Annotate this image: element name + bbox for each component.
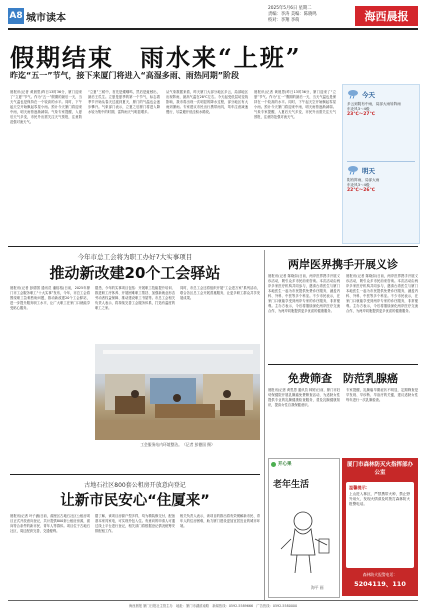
cartoon-tag [271,461,292,467]
strait-body-col1: 晨报讯(记者 陈晓如)日前，两岸医界携手开展义诊活动，吸引众多市民前来咨询。本次活动由两岸多家医疗机构共同参与，邀请台湾医生与厦门本地医生一起为市民提供免费诊疗服务，涵盖内科、外科、中医等多个科室。不少市民表示，在家门口就能享受到两岸专家的诊疗服务，非常便利。主办方表示，今后将继续深化两岸医疗交流合作，为两岸同胞提供更多优质的健康服务。 [268,274,340,313]
community-body-col2: 据了解，该项目房源户型多样，均为精装修交付，配备基本家具家电，可实现拎包入住。有意向的申请人可通过线上平台进行登记，相关部门将根据登记情况统筹安排配租工作。 [95,514,175,533]
brand-logo: 海西晨报 [355,6,418,26]
fire-prevention-ad [342,458,418,596]
union-body-col1: 晨报讯(记者 彭德国 通讯员 潘榕榕)日前，2025年厦门市工会服务职工“十大实事”发布，今年，市总工会将围绕职工急难愁盼问题，推动新改建20个工会驿站，进一步提升服务职工水平，让广大职工在家门口就能享受贴心服务。 [10,286,90,310]
screening-body-col2: 专家提醒，乳腺癌早期症状不明显，定期筛查是早发现、早诊断、早治疗的关键，建议适龄女性每年进行一次乳腺检查。 [346,388,418,402]
cartoon-illustration [275,499,333,579]
lead-body-col1: 晨报讯(记者 黄晨思)昨日13时36分，厦门迎来了“立夏”节气。作为“五一”假期的最后一天，当天气温也是保持在一个较高的水平。同时，下午起天空开始飘起零星小雨。预计今天厦门将迎来中雨，明天雨势逐渐减弱。气象专家提醒，入夏后天气多变，市民外出需关注天气预报，注意防范强对流天气。 [10,90,82,124]
office-interior-photo [95,344,260,440]
weather-tomorrow-wind: 东北风3～4级 [347,183,370,187]
screening-headline: 免费筛查 防范乳腺癌 [288,372,398,385]
union-body-col2: 据悉，今年的实事项目包括：开展职工技能提升培训、推进职工疗休养、开展困难职工帮扶、加强新就业形态劳动者权益保障、推动建设职工书屋等。市总工会相关负责人表示，将持续完善工会服务体系，打造有温度的职工之家。 [95,286,175,310]
ad-title: 厦门市森林防灭火指挥部办公室 [346,462,413,476]
lead-body-col3: 从气象数据来看，昨天厦门大部分地区多云，局部地区出现阵雨，最高气温在28℃左右。今天起受低层切变线影响，我市将出现一次明显的降水过程，部分地区有大雨到暴雨。专家建议市民出行携带雨具，驾车注意减速慢行，尽量避开低洼积水路段。 [166,90,248,114]
section-rule-1 [8,246,418,247]
strait-body-col2: 晨报讯(记者 陈晓如)日前，两岸医界携手开展义诊活动，吸引众多市民前来咨询。本次活动由两岸多家医疗机构共同参与，邀请台湾医生与厦门本地医生一起为市民提供免费诊疗服务，涵盖内科、外科、中医等多个科室。不少市民表示，在家门口就能享受到两岸专家的诊疗服务，非常便利。主办方表示，今后将继续深化两岸医疗交流合作，为两岸同胞提供更多优质的健康服务。 [346,274,418,313]
cloud-rain-icon [347,165,359,175]
editor-credit: 责编：李涛 美编：陈晓鸣 [268,12,317,17]
weather-today-desc: 多云到阴有中雨，局部大雨转阵雨 [347,102,401,106]
ad-phone-label: 森林防火报警电话： [362,572,398,577]
cartoon-tag-label: 开心果 [278,462,292,467]
weather-today-temp: 23℃～27℃ [347,112,375,117]
lead-headline: 假期结束 雨水来“上班” [10,43,302,72]
section-rule-2 [10,474,260,475]
ad-phone-number: 5204119、110 [354,580,406,588]
cloud-rain-icon [347,89,359,99]
section-name: 城市读本 [26,13,66,24]
weather-tomorrow-temp: 22℃～26℃ [347,188,375,193]
date-editor-box [268,6,352,24]
cartoon-title: 老年生活 [273,480,310,490]
lead-body-col4: 晨报讯(记者 黄晨思)昨日13时36分，厦门迎来了“立夏”节气。作为“五一”假期的最后一天，当天气温也是保持在一个较高的水平。同时，下午起天空开始飘起零星小雨。预计今天厦门将迎来中雨，明天雨势逐渐减弱。气象专家提醒，入夏后天气多变，市民外出需关注天气预报，注意防范强对流天气。 [254,90,336,119]
section-code-badge: A8 [8,8,24,24]
ad-notice-label: 温馨提示： [349,485,370,490]
weather-today-label: 今天 [362,90,375,99]
ad-notice-body: 上山进入林区，严禁携带火种，禁止野外用火，发现火情请及时拨打森林防火报警电话。 [349,492,411,507]
ad-notice-panel [346,482,414,568]
weather-panel-today [347,89,415,159]
weather-panel-tomorrow [347,165,415,235]
union-photo-caption: 工会服务站内环境整洁。（记者 彭德国 摄） [140,442,215,447]
weather-tomorrow-desc: 阴有阵雨，局部大雨 [347,178,380,182]
weather-divider [347,161,415,162]
proof-credit: 校对：李翔 李萌 [268,18,300,23]
apple-icon [271,462,276,467]
cartoon-credit: 海平 画 [311,585,324,590]
union-headline: 推动新改建20个工会驿站 [49,264,221,282]
community-body-col3: 相关负责人表示，该项目的推出将有效缓解新市民、青年人的住房困难，助力厦门建设更加宜居宜业的城市环境。 [180,514,260,528]
community-headline: 让新市民安心“住厦来” [60,493,210,509]
lead-subhead: 昨迄“五一”节气，接下来厦门将进入“高湿多雨、雨热同期”阶段 [10,71,240,80]
screening-body-col1: 晨报讯(记者 黄思思 通讯员 林婷)日前，厦门市妇幼保健院开展乳腺癌免费筛查活动，为适龄女性提供专业的乳腺健康检查服务，普及乳腺健康知识，提高女性自我保健意识。 [268,388,340,407]
weather-today-wind: 东北风3～4级 [347,107,370,111]
union-photo [95,344,260,440]
weather-box [342,84,420,244]
section-rule-3 [268,364,418,365]
footer-line: 海西晨报 厦门日报社主管主办 地址：厦门市湖滨南路 新闻热线：0592-5589666 广告热线：0592-5580000 [128,604,298,608]
weather-tomorrow-label: 明天 [362,166,375,175]
strait-headline: 两岸医界携手开展义诊 [288,258,398,271]
issue-date: 2025年5月6日 星期二 [268,6,312,11]
header-rule [8,28,418,30]
lead-body-col2: “立夏”三候中，首先是蝼蝈鸣，然后是蚯蚓出，最后王瓜生。立夏是夏季的第一个节气，标志着季节开始从春天过渡到夏天，厦门的气温也会逐步攀升。气象部门表示，立夏之后厦门将进入降水较为集中的时期，雷阵雨天气明显增多。 [88,90,160,114]
cartoon-box [268,458,340,598]
community-kicker: 古地石社区800套公租房开放意向登记 [84,482,186,489]
union-kicker: 今年市总工会将为职工办好7大实事项目 [77,253,193,261]
column-divider [264,250,265,600]
union-body-col3: 同时，市总工会还将组织开展“工会进万家”系列活动，联合各区总工会开展普惠服务，让更多职工群众共享发展成果。 [180,286,260,300]
footer-rule [8,600,418,601]
community-body-col1: 晨报讯(记者 叶子涵)日前，湖里区古地石社区公租房项目正式开放意向登记，共计提供800套公租房房源，面向符合条件的新市民、青年人等群体。项目位于古地石社区，周边配套完善，交通便利。 [10,514,90,533]
